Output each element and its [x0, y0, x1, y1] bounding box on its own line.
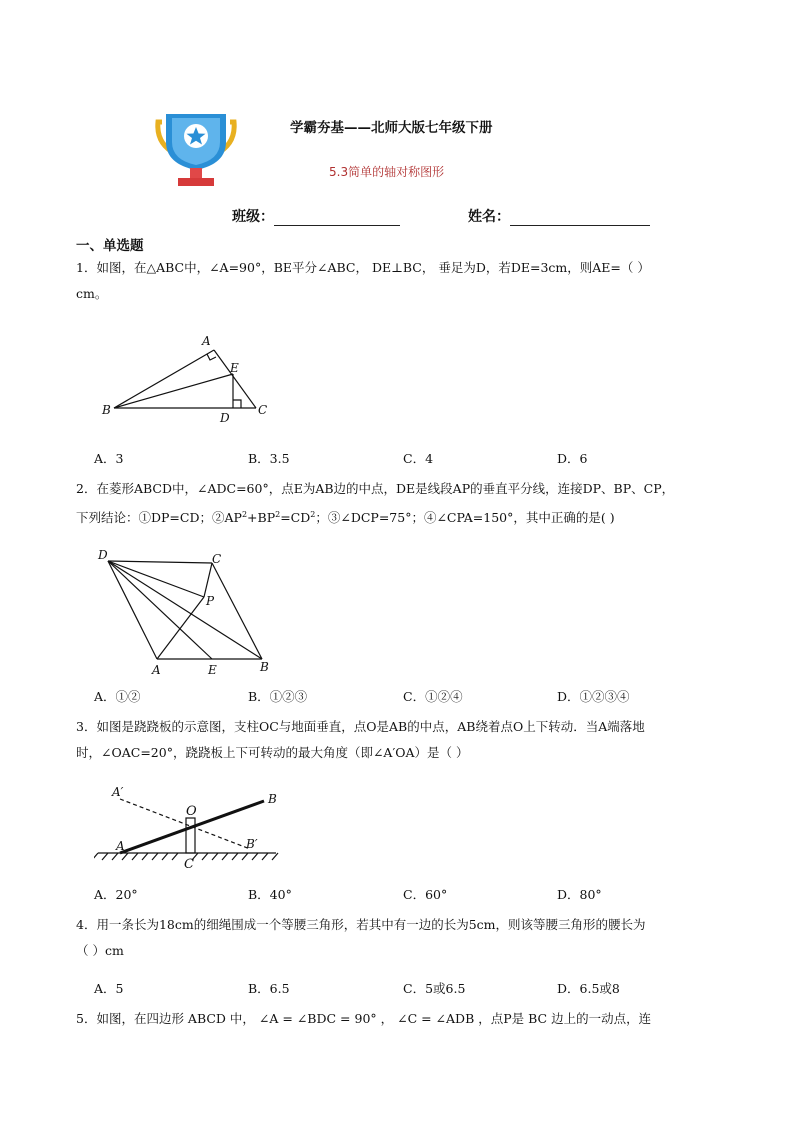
question-4	[76, 912, 726, 964]
q1-option-d[interactable]: D．6	[557, 451, 588, 466]
question-3-line2: 时，∠OAC=20°，跷跷板上下可转动的最大角度（即∠A′OA）是（ ）	[76, 745, 469, 760]
q1-label-e: E	[230, 361, 239, 375]
q3-option-b[interactable]: B．40°	[248, 887, 292, 902]
question-5	[76, 1006, 726, 1032]
class-field	[232, 206, 400, 226]
q3-label-b-prime: B′	[246, 837, 258, 851]
document-title: 学霸夯基——北师大版七年级下册	[290, 120, 493, 136]
name-blank[interactable]	[510, 211, 650, 226]
question-2	[76, 476, 726, 531]
question-4-line1: 4．用一条长为18cm的细绳围成一个等腰三角形，若其中有一边的长为5cm，则该等腰三角形的腰长为	[76, 917, 646, 932]
q2-label-a: A	[152, 663, 161, 677]
q2-label-e: E	[208, 663, 217, 677]
q3-label-o: O	[186, 804, 197, 819]
question-3-figure	[94, 782, 284, 872]
question-4-line2: （ ）cm	[76, 943, 124, 958]
q3-label-b: B	[268, 792, 277, 806]
q3-label-c: C	[184, 857, 194, 872]
q2-option-a[interactable]: A．①②	[94, 689, 141, 704]
q2-label-b: B	[260, 660, 269, 674]
q3-label-a: A	[116, 839, 125, 853]
section-title: 一、单选题	[76, 238, 144, 254]
q4-option-a[interactable]: A．5	[94, 981, 124, 996]
q4-option-c[interactable]: C．5或6.5	[403, 981, 466, 996]
q3-option-c[interactable]: C．60°	[403, 887, 448, 902]
q2-option-b[interactable]: B．①②③	[248, 689, 308, 704]
q2-label-d: D	[98, 548, 108, 562]
q1-option-b[interactable]: B．3.5	[248, 451, 290, 466]
question-1	[76, 255, 726, 307]
q3-option-d[interactable]: D．80°	[557, 887, 602, 902]
q2-option-d[interactable]: D．①②③④	[557, 689, 630, 704]
q4-option-d[interactable]: D．6.5或8	[557, 981, 620, 996]
name-field	[468, 206, 650, 226]
question-2-figure	[94, 547, 284, 677]
q3-option-a[interactable]: A．20°	[94, 887, 138, 902]
question-3-line1: 3．如图是跷跷板的示意图，支柱OC与地面垂直，点O是AB的中点，AB绕着点O上下转动．当A端落地	[76, 719, 645, 734]
q1-option-c[interactable]: C．4	[403, 451, 434, 466]
q3-label-a-prime: A′	[112, 785, 124, 799]
trophy-logo	[150, 108, 242, 188]
question-3	[76, 714, 726, 766]
name-label: 姓名：	[468, 209, 510, 225]
question-2-line1: 2．在菱形ABCD中，∠ADC=60°，点E为AB边的中点，DE是线段AP的垂直平分线，连接DP、BP、CP，	[76, 481, 675, 496]
document-subtitle: 5.3简单的轴对称图形	[329, 165, 445, 179]
q1-label-b: B	[102, 403, 111, 417]
q2-label-c: C	[212, 552, 222, 566]
question-1-figure	[96, 330, 286, 425]
class-label: 班级：	[232, 209, 274, 225]
question-5-line1: 5．如图，在四边形 ABCD 中， ∠A = ∠BDC = 90° ， ∠C = ∠ADB ，点P是 BC 边上的一动点，连	[76, 1011, 652, 1026]
question-2-line2: 下列结论：①DP=CD；$②AP^2+BP^2=CD^2$；③∠DCP=75°；④∠CPA=150°，其中正确的是( )	[76, 510, 615, 526]
q2-option-c[interactable]: C．①②④	[403, 689, 463, 704]
q1-label-a: A	[202, 334, 211, 348]
question-1-line2: cm。	[76, 286, 108, 301]
q1-label-c: C	[258, 403, 268, 417]
q2-label-p: P	[206, 594, 215, 608]
q1-option-a[interactable]: A．3	[94, 451, 124, 466]
q1-label-d: D	[220, 411, 230, 425]
q4-option-b[interactable]: B．6.5	[248, 981, 290, 996]
class-blank[interactable]	[274, 211, 400, 226]
question-1-line1: 1．如图，在△ABC中，∠A=90°，BE平分∠ABC， DE⊥BC， 垂足为D，若DE=3cm，则AE=（ ）	[76, 260, 650, 275]
